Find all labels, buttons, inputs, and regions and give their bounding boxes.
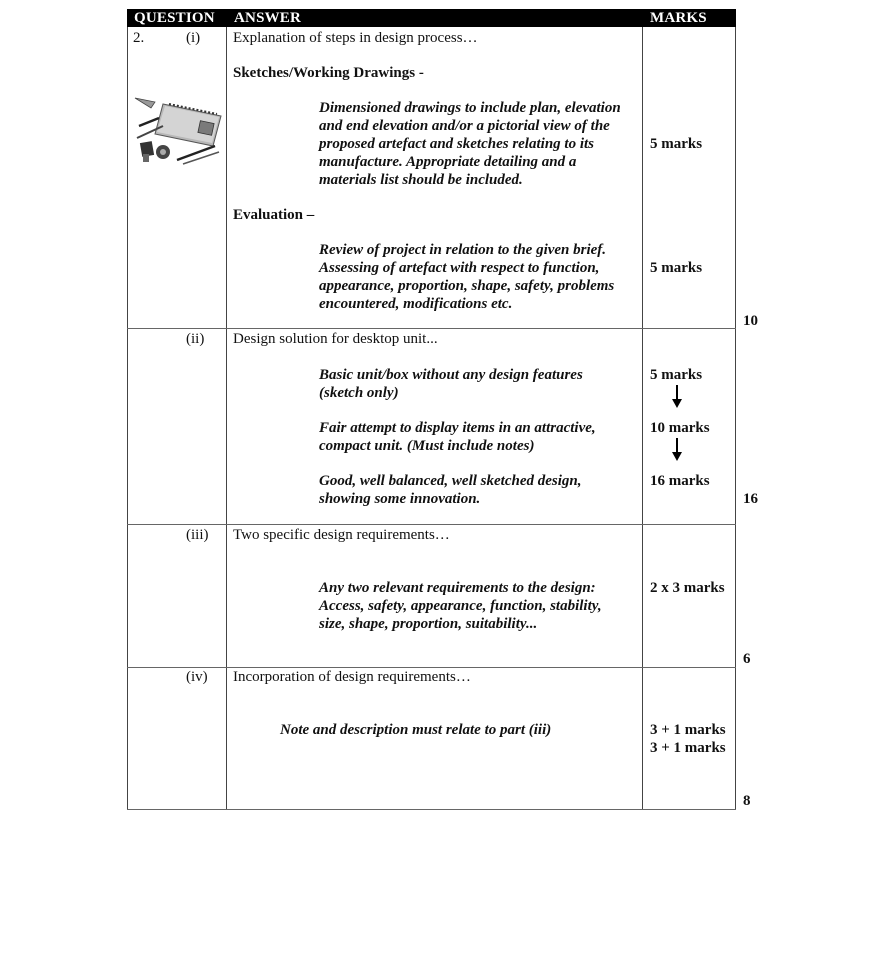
fair-design-criteria: Fair attempt to display items in an attractive, compact unit. (Must include notes) xyxy=(319,420,596,454)
good-design-marks: 16 marks xyxy=(650,473,710,489)
good-design-criteria: Good, well balanced, well sketched design, showing some innovation. xyxy=(319,473,582,507)
header-question: QUESTION xyxy=(134,10,215,26)
sketches-description: Dimensioned drawings to include plan, elevation and end elevation and/or a pictorial view of the proposed artefact and sketches relating to its manufacture. Appropriate detailing and a materials list should be included. xyxy=(319,100,621,188)
row-divider-1 xyxy=(127,328,736,329)
arrow-down-icon xyxy=(670,385,684,409)
part-ii-label: (ii) xyxy=(186,331,205,347)
part-iii-total: 6 xyxy=(743,651,751,667)
evaluation-description: Review of project in relation to the given brief. Assessing of artefact with respect to function, appearance, proportion, shape, safety, problems encountered, modifications etc. xyxy=(319,242,615,312)
arrow-down-icon xyxy=(670,438,684,462)
part-iv-intro: Incorporation of design requirements… xyxy=(233,669,471,685)
part-iv-label: (iv) xyxy=(186,669,208,685)
part-iv-total: 8 xyxy=(743,793,751,809)
incorporation-marks-1: 3 + 1 marks xyxy=(650,722,726,738)
column-divider-marks xyxy=(642,27,643,809)
table-header xyxy=(127,9,736,27)
requirements-marks: 2 x 3 marks xyxy=(650,580,725,596)
header-answer: ANSWER xyxy=(234,10,302,26)
row-divider-2 xyxy=(127,524,736,525)
part-i-intro: Explanation of steps in design process… xyxy=(233,30,478,46)
basic-design-marks: 5 marks xyxy=(650,367,703,383)
table-border-right xyxy=(735,27,736,809)
table-border-left xyxy=(127,27,128,809)
part-ii-total: 16 xyxy=(743,491,758,507)
fair-design-marks: 10 marks xyxy=(650,420,710,436)
header-marks: MARKS xyxy=(650,10,707,26)
incorporation-marks-2: 3 + 1 marks xyxy=(650,740,726,756)
incorporation-description: Note and description must relate to part (iii) xyxy=(280,722,552,738)
part-i-label: (i) xyxy=(186,30,201,46)
table-border-bottom xyxy=(127,809,736,810)
basic-design-criteria: Basic unit/box without any design features (sketch only) xyxy=(319,367,583,401)
part-ii-intro: Design solution for desktop unit... xyxy=(233,331,438,347)
evaluation-heading: Evaluation – xyxy=(233,207,315,223)
sketches-heading: Sketches/Working Drawings - xyxy=(233,65,424,81)
question-number: 2. xyxy=(133,30,145,46)
part-iii-intro: Two specific design requirements… xyxy=(233,527,450,543)
part-iii-label: (iii) xyxy=(186,527,209,543)
column-divider-answer xyxy=(226,27,227,809)
evaluation-marks: 5 marks xyxy=(650,260,703,276)
requirements-description: Any two relevant requirements to the design: Access, safety, appearance, function, stability, size, shape, proportion, suitability... xyxy=(319,580,602,632)
part-i-total: 10 xyxy=(743,313,758,329)
sketches-marks: 5 marks xyxy=(650,136,703,152)
drawing-tools-illustration xyxy=(133,96,225,166)
